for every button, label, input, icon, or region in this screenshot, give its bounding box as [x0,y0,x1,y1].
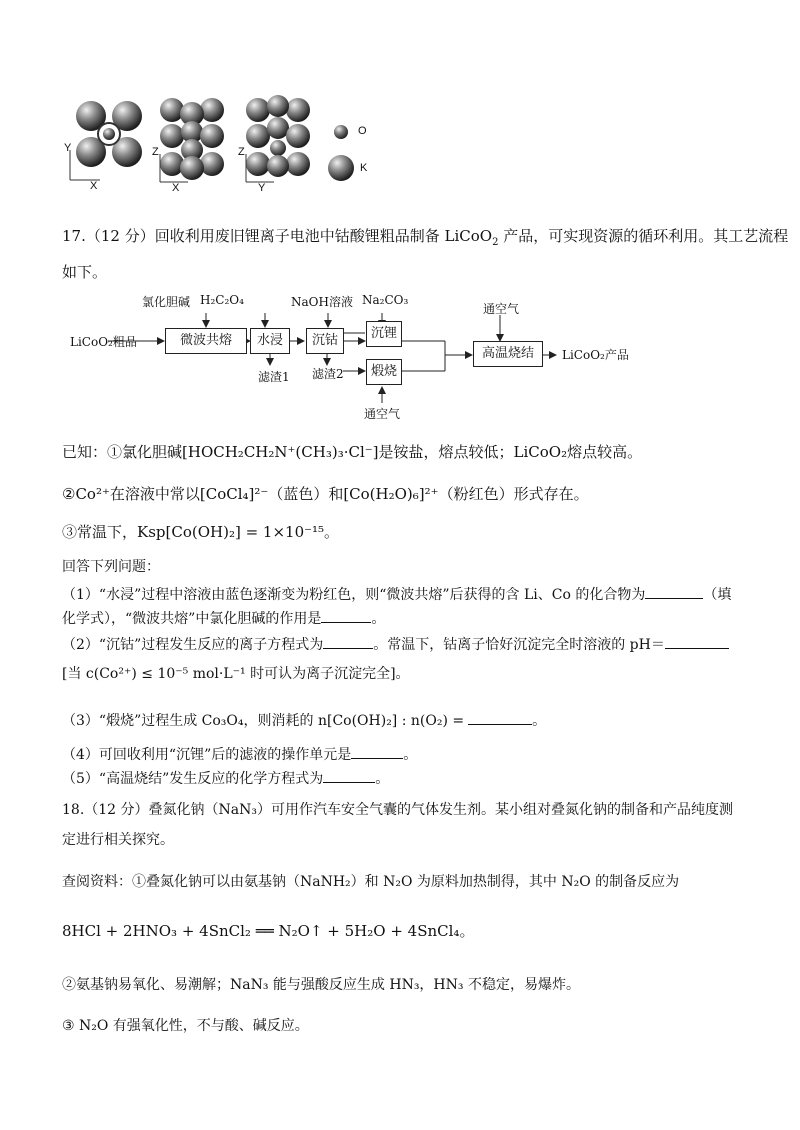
q17-stem-c: 如下。 [62,263,108,281]
crystal-structure-figure [60,92,390,202]
q17-number: 17. [62,227,86,245]
flow-residue-1: 滤渣1 [258,370,290,384]
q18-number: 18. [62,802,85,818]
q17-known-3: ③常温下，Ksp[Co(OH)₂] = 1×10⁻¹⁵。 [62,523,340,541]
flow-air-bottom: 通空气 [364,407,401,421]
legend-o-ball [334,125,348,139]
q18-equation: 8HCl + 2HNO₃ + 4SnCl₂ ══ N₂O↑ + 5H₂O + 4SnCl₄。 [62,922,475,940]
legend-k-label: K [360,162,368,174]
p5-text: （5）“高温烧结”发生反应的化学方程式为 [62,771,324,787]
legend-o-label: O [358,125,367,137]
p1-text-a: （1）“水浸”过程中溶液由蓝色逐渐变为粉红色，则“微波共熔”后获得的含 Li、Co 的化合物为 [62,587,646,603]
q17-stem-a: 回收利用废旧锂离子电池中钴酸锂粗品制备 LiCoO [154,227,493,245]
q17-part-3 [62,710,546,731]
p4-period: 。 [403,747,418,763]
flow-reagent-oxalic: H₂C₂O₄ [200,293,244,307]
axis-label-z2: Z [152,146,159,158]
axis-label-y1: Y [64,142,72,154]
q17-stem [62,226,788,253]
q17-part-4 [62,744,417,765]
p5-blank[interactable] [323,768,375,783]
q18-stem [62,800,733,820]
q17-part-5 [62,768,389,789]
axis-label-z3: Z [238,146,245,158]
q17-part-2 [62,634,729,655]
flow-box-cobalt-precip: 沉钴 [306,328,344,354]
q17-part-1-cont [62,608,385,629]
q18-stem-a: （12 分）叠氮化钠（NaN₃）可用作汽车安全气囊的气体发生剂。某小组对叠氮化钠的制备和产品纯度测 [84,802,733,818]
flow-start-label: LiCoO₂粗品 [70,335,137,349]
q18-stem-b: 定进行相关探究。 [62,832,174,848]
p1-text-b: （填 [703,587,732,603]
known-1-text: ①氯化胆碱[HOCH₂CH₂N⁺(CH₃)₃·Cl⁻]是铵盐，熔点较低；LiCoO₂熔点较高。 [107,443,643,461]
p2-blank-1[interactable] [323,634,373,649]
flow-box-lithium-precip: 沉锂 [366,321,402,347]
q17-answer-label: 回答下列问题： [62,559,160,575]
p3-period: 。 [532,713,547,729]
q18-reference-1: 查阅资料：①叠氮化钠可以由氨基钠（NaNH₂）和 N₂O 为原料加热制得，其中 N₂O 的制备反应为 [62,874,680,890]
q18-reference-2: ②氨基钠易氧化、易潮解；NaN₃ 能与强酸反应生成 HN₃，HN₃ 不稳定，易爆炸。 [62,977,580,993]
flow-box-calcination: 煅烧 [366,359,402,385]
q17-stem-sub: 2 [492,237,499,248]
p3-text: （3）“煅烧”过程生成 Co₃O₄，则消耗的 n[Co(OH)₂] : n(O₂) = [62,713,465,729]
q18-reference-3: ③ N₂O 有强氧化性，不与酸、碱反应。 [62,1018,309,1034]
flow-box-sintering: 高温烧结 [473,341,543,367]
q17-known-2: ②Co²⁺在溶液中常以[CoCl₄]²⁻（蓝色）和[Co(H₂O)₆]²⁺（粉红色）形式存在。 [62,485,589,503]
crystal-view-yz [246,95,310,182]
flow-product: LiCoO₂产品 [562,348,629,362]
flow-air-top: 通空气 [483,302,520,316]
crystal-view-xz [160,98,224,182]
q17-stem-b: 产品，可实现资源的循环利用。其工艺流程 [498,227,789,245]
p4-blank[interactable] [351,744,403,759]
p3-blank[interactable] [468,710,532,725]
known-label: 已知： [62,443,108,461]
p2-text-b: 。常温下，钴离子恰好沉淀完全时溶液的 pH＝ [373,637,665,653]
p2-text-a: （2）“沉钴”过程发生反应的离子方程式为 [62,637,324,653]
flow-reagent-na2co3: Na₂CO₃ [362,293,409,307]
crystal-view-xy [70,101,142,180]
p1-text-c: 化学式），“微波共熔”中氯化胆碱的作用是 [62,611,322,627]
flow-residue-2: 滤渣2 [312,367,344,381]
q17-part-1 [62,584,731,605]
axis-label-y3: Y [258,182,266,194]
p1-blank-1[interactable] [645,584,703,599]
legend-k-ball [328,155,354,181]
p2-blank-2[interactable] [665,634,729,649]
q17-part-2-cont: [当 c(Co²⁺) ≤ 10⁻⁵ mol·L⁻¹ 时可认为离子沉淀完全]。 [62,666,410,682]
flow-box-microwave: 微波共熔 [165,328,247,354]
p5-period: 。 [375,771,390,787]
flow-reagent-naoh: NaOH溶液 [291,295,353,309]
p1-blank-2[interactable] [321,608,371,623]
axis-label-x2: X [172,182,180,194]
p1-period: 。 [371,611,386,627]
q17-known-1 [62,442,642,462]
p4-text: （4）可回收利用“沉锂”后的滤液的操作单元是 [62,747,352,763]
flow-reagent-choline: 氯化胆碱 [142,295,191,309]
axis-label-x1: X [90,180,98,192]
flow-box-water-leach: 水浸 [250,328,290,354]
q17-score: （12 分） [85,227,155,245]
